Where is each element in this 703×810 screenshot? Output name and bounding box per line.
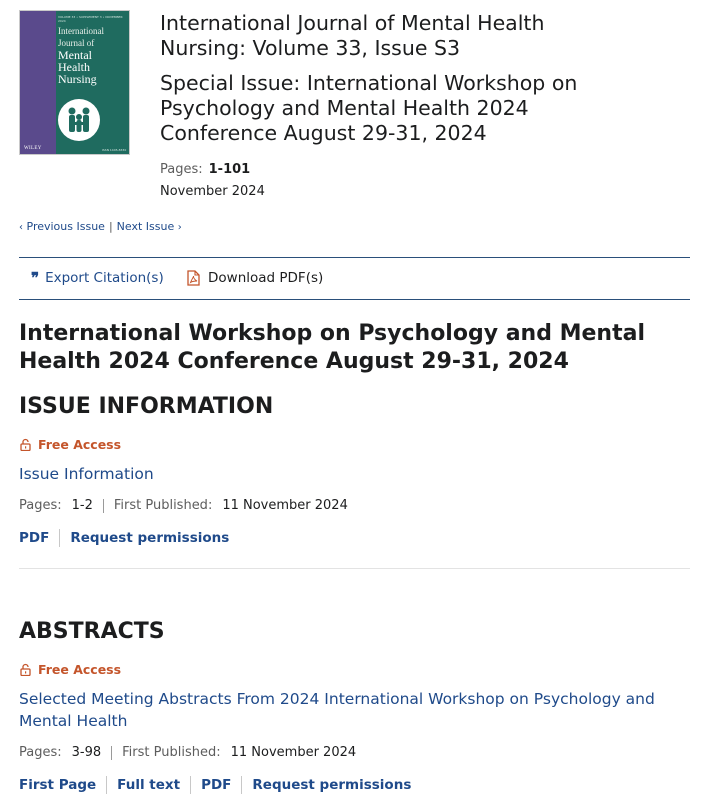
pdf-link[interactable]: PDF — [19, 530, 50, 546]
free-access-label: Free Access — [38, 662, 122, 677]
cover-title-line: Nursing — [58, 72, 97, 86]
pages-label: Pages: — [19, 745, 62, 760]
cover-title-line: Health — [58, 60, 90, 74]
request-permissions-link[interactable]: Request permissions — [252, 777, 412, 793]
pages-value: 3-98 — [71, 745, 102, 760]
group-divider — [19, 568, 690, 569]
download-pdf-label: Download PDF(s) — [208, 270, 324, 286]
article-title-link[interactable]: Issue Information — [19, 465, 154, 483]
nav-separator: | — [108, 220, 113, 233]
section-heading: International Workshop on Psychology and Mental Health 2024 Conference August 29-31, 2024 — [19, 321, 646, 374]
article-meta — [19, 498, 348, 513]
cover-logo-icon — [58, 99, 100, 141]
download-pdf-button[interactable] — [187, 270, 323, 286]
first-page-link[interactable]: First Page — [19, 777, 97, 793]
free-access-label: Free Access — [38, 437, 122, 452]
cover-title — [58, 25, 128, 85]
journal-title[interactable]: International Journal of Mental Health Nursing: Volume 33, Issue S3 — [160, 11, 545, 60]
group-heading-abstracts: ABSTRACTS — [19, 619, 165, 644]
chevron-left-icon: ‹ — [19, 222, 23, 233]
link-divider — [59, 529, 60, 547]
cover-title-line: Mental — [58, 48, 92, 62]
link-divider — [241, 776, 242, 794]
previous-issue-link[interactable]: Previous Issue — [26, 220, 105, 233]
pdf-link[interactable]: PDF — [201, 777, 232, 793]
article-links — [19, 776, 411, 794]
link-divider — [106, 776, 107, 794]
cover-issn: ISSN 1445-8330 — [102, 148, 127, 152]
issue-toolbar — [19, 257, 690, 300]
issue-date: November 2024 — [160, 184, 265, 199]
article-meta — [19, 745, 356, 760]
unlock-icon — [20, 438, 31, 451]
group-heading-issue-information: ISSUE INFORMATION — [19, 394, 274, 419]
journal-cover[interactable] — [19, 10, 130, 155]
quote-icon: ❞ — [31, 269, 38, 287]
first-published-value: 11 November 2024 — [230, 745, 357, 760]
export-citation-button[interactable] — [31, 270, 164, 286]
issue-navigation — [19, 220, 182, 233]
cover-topline: VOLUME 33 • SUPPLEMENT 3 • NOVEMBER 2024 — [58, 15, 123, 23]
article-links — [19, 529, 229, 547]
first-published-label: First Published: — [122, 745, 221, 760]
free-access-badge — [20, 662, 121, 677]
request-permissions-link[interactable]: Request permissions — [70, 530, 230, 546]
link-divider — [190, 776, 191, 794]
meta-divider — [103, 499, 104, 513]
pdf-file-icon — [187, 270, 200, 286]
first-published-label: First Published: — [113, 498, 213, 513]
special-issue-title: Special Issue: International Workshop on Psychology and Mental Health 2024 Conference August 29-31, 2024 — [160, 71, 578, 145]
free-access-badge — [20, 437, 121, 452]
full-text-link[interactable]: Full text — [117, 777, 181, 793]
issue-pages — [160, 162, 250, 177]
pages-label: Pages: — [19, 498, 62, 513]
unlock-icon — [20, 663, 31, 676]
cover-purple-band — [20, 11, 56, 155]
next-issue-link[interactable]: Next Issue — [116, 220, 175, 233]
first-published-value: 11 November 2024 — [222, 498, 348, 513]
cover-publisher: WILEY — [24, 146, 42, 151]
meta-divider — [111, 746, 112, 760]
export-citation-label: Export Citation(s) — [45, 270, 164, 286]
chevron-right-icon: › — [177, 222, 182, 233]
pages-value: 1-2 — [71, 498, 93, 513]
issue-pages-label: Pages: — [160, 162, 203, 177]
article-title-link[interactable]: Selected Meeting Abstracts From 2024 International Workshop on Psychology and Mental Health — [19, 690, 655, 730]
cover-title-line: Journal of — [58, 38, 95, 48]
cover-title-line: International — [58, 26, 104, 36]
issue-pages-value: 1-101 — [208, 162, 251, 177]
